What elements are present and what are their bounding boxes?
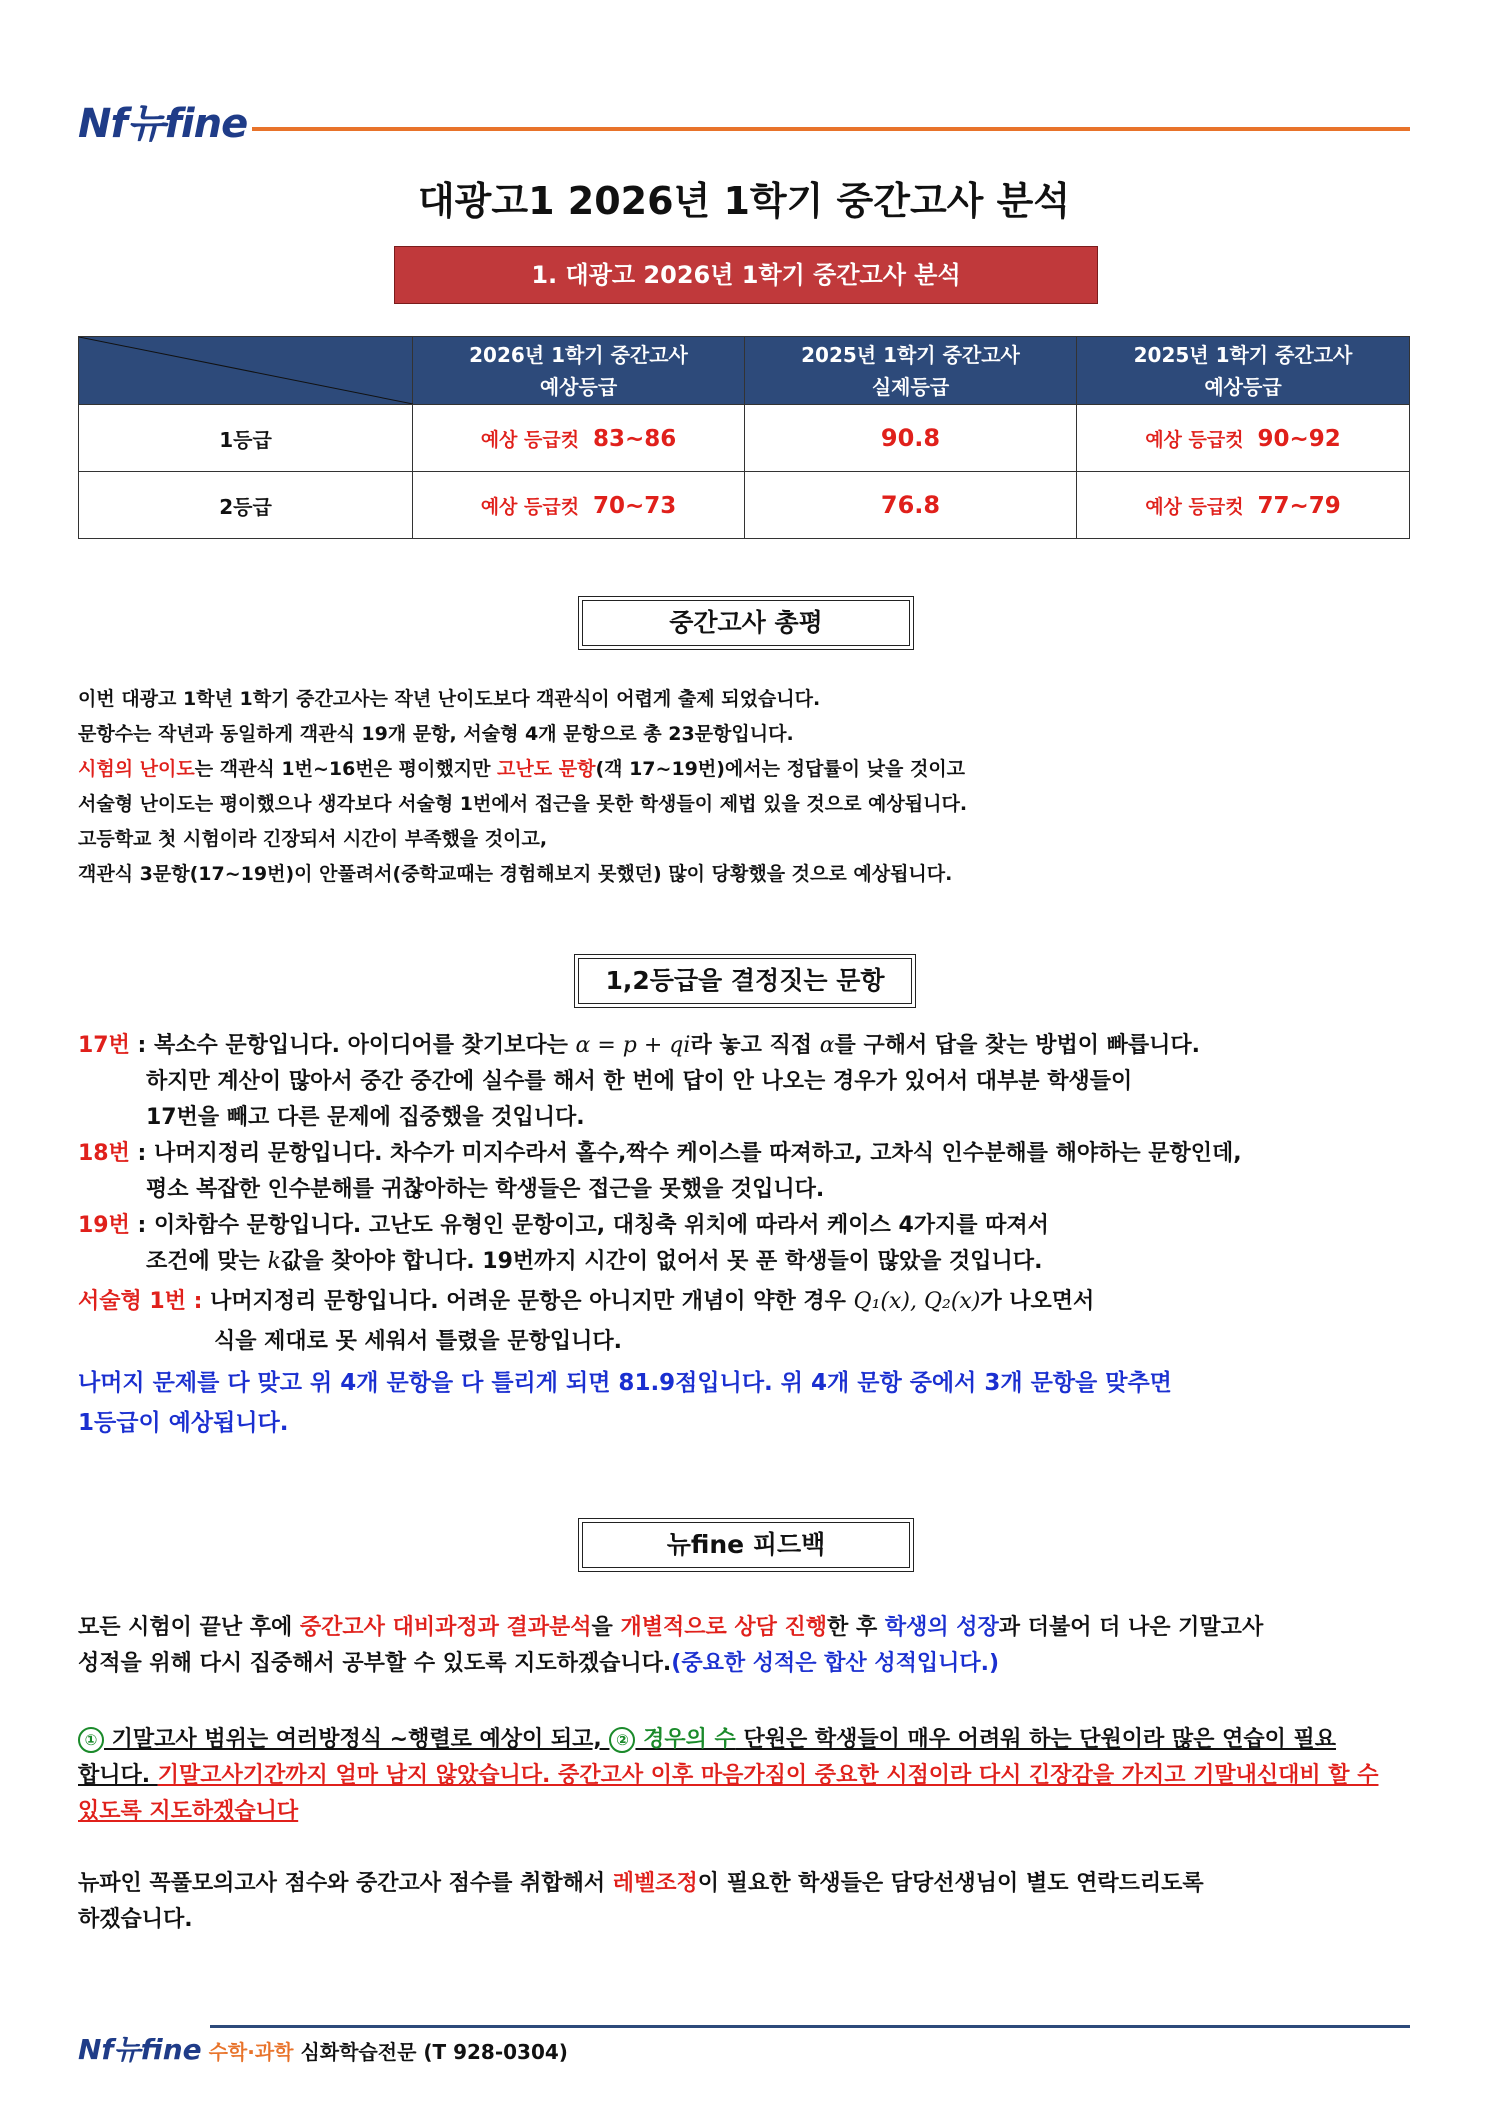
table-row <box>79 472 1410 539</box>
overview-line: 이번 대광고 1학년 1학기 중간고사는 작년 난이도보다 객관식이 어렵게 출제 되었습니다. <box>78 688 821 710</box>
problem-18-detail: 평소 복잡한 인수분해를 귀찮아하는 학생들은 접근을 못했을 것입니다. <box>146 1177 825 1202</box>
feedback-paragraph: 모든 시험이 끝난 후에 중간고사 대비과정과 결과분석을 개별적으로 상담 진행한 후 학생의 성장과 더불어 더 나은 기말고사 <box>78 1615 1264 1640</box>
problem-19: 19번 : 이차함수 문항입니다. 고난도 유형인 문항이고, 대칭축 위치에 따라서 케이스 4가지를 따져서 <box>78 1213 1049 1238</box>
overview-heading: 중간고사 총평 <box>582 600 910 646</box>
overview-line: 고등학교 첫 시험이라 긴장되서 시간이 부족했을 것이고, <box>78 828 548 850</box>
footer <box>78 2028 568 2068</box>
summary-line: 나머지 문제를 다 맞고 위 4개 문항을 다 틀리게 되면 81.9점입니다. 위 4개 문항 중에서 3개 문항을 맞추면 <box>78 1370 1172 1396</box>
footer-subject: 수학·과학 <box>208 2040 294 2064</box>
actual-cut-cell: 76.8 <box>745 472 1077 539</box>
problem-17-detail: 17번을 빼고 다른 문제에 집중했을 것입니다. <box>146 1105 585 1130</box>
column-header: 2025년 1학기 중간고사 예상등급 <box>1077 337 1410 405</box>
deciding-problems-heading: 1,2등급을 결정짓는 문항 <box>578 958 912 1004</box>
overview-line: 시험의 난이도는 객관식 1번~16번은 평이했지만 고난도 문항(객 17~19번)에서는 정답률이 낮을 것이고 <box>78 758 966 780</box>
grade-label: 1등급 <box>79 405 413 472</box>
grade-cut-table <box>78 336 1410 539</box>
actual-cut-cell: 90.8 <box>745 405 1077 472</box>
prev-predicted-cut-cell: 예상 등급컷 90~92 <box>1077 405 1410 472</box>
footer-logo: Nf뉴fine <box>78 2033 202 2066</box>
essay-problem-1: 서술형 1번 : 나머지정리 문항입니다. 어려운 문항은 아니지만 개념이 약한 경우 Q₁(x), Q₂(x)가 나오면서 <box>78 1289 1095 1314</box>
problem-17: 17번 : 복소수 문항입니다. 아이디어를 찾기보다는 α = p + qi라 놓고 직접 α를 구해서 답을 찾는 방법이 빠릅니다. <box>78 1033 1200 1058</box>
feedback-paragraph: 있도록 지도하겠습니다 <box>78 1799 299 1824</box>
page-title: 대광고1 2026년 1학기 중간고사 분석 <box>417 179 1071 223</box>
overview-line: 서술형 난이도는 평이했으나 생각보다 서술형 1번에서 접근을 못한 학생들이 제법 있을 것으로 예상됩니다. <box>78 793 968 815</box>
overview-line: 객관식 3문항(17~19번)이 안풀려서(중학교때는 경험해보지 못했던) 많이 당황했을 것으로 예상됩니다. <box>78 863 953 885</box>
feedback-heading: 뉴fine 피드백 <box>582 1522 910 1568</box>
problem-17-detail: 하지만 계산이 많아서 중간 중간에 실수를 해서 한 번에 답이 안 나오는 경우가 있어서 대부분 학생들이 <box>146 1069 1133 1094</box>
predicted-cut-cell: 예상 등급컷 83~86 <box>413 405 745 472</box>
summary-line: 1등급이 예상됩니다. <box>78 1410 289 1436</box>
predicted-cut-cell: 예상 등급컷 70~73 <box>413 472 745 539</box>
table-corner-cell <box>79 337 413 405</box>
logo-text: 뉴fine <box>126 101 248 147</box>
feedback-paragraph: 합니다. 기말고사기간까지 얼마 남지 않았습니다. 중간고사 이후 마음가짐이 중요한 시점이라 다시 긴장감을 가지고 기말내신대비 할 수 <box>78 1763 1379 1788</box>
logo-mark: Nf <box>78 101 127 147</box>
footer-tagline: 심화학습전문 (T 928-0304) <box>293 2040 568 2064</box>
diagonal-line <box>79 337 413 404</box>
brand-logo <box>78 92 247 149</box>
problem-19-detail: 조건에 맞는 k값을 찾아야 합니다. 19번까지 시간이 없어서 못 푼 학생들이 많았을 것입니다. <box>146 1249 1043 1274</box>
section-banner: 1. 대광고 2026년 1학기 중간고사 분석 <box>394 246 1098 304</box>
grade-label: 2등급 <box>79 472 413 539</box>
feedback-paragraph: 뉴파인 꼭풀모의고사 점수와 중간고사 점수를 취합해서 레벨조정이 필요한 학생들은 담당선생님이 별도 연락드리도록 <box>78 1871 1204 1896</box>
column-header: 2026년 1학기 중간고사 예상등급 <box>413 337 745 405</box>
circled-number: ① <box>78 1727 104 1753</box>
prev-predicted-cut-cell: 예상 등급컷 77~79 <box>1077 472 1410 539</box>
essay-problem-1-detail: 식을 제대로 못 세워서 틀렸을 문항입니다. <box>214 1329 622 1354</box>
feedback-paragraph: 하겠습니다. <box>78 1907 193 1932</box>
header-divider <box>252 127 1410 131</box>
table-header-row <box>79 337 1410 405</box>
column-header: 2025년 1학기 중간고사 실제등급 <box>745 337 1077 405</box>
problem-18: 18번 : 나머지정리 문항입니다. 차수가 미지수라서 홀수,짝수 케이스를 따져하고, 고차식 인수분해를 해야하는 문항인데, <box>78 1141 1242 1166</box>
overview-line: 문항수는 작년과 동일하게 객관식 19개 문항, 서술형 4개 문항으로 총 23문항입니다. <box>78 723 794 745</box>
feedback-paragraph: ① 기말고사 범위는 여러방정식 ~행렬로 예상이 되고, ② 경우의 수 단원은 학생들이 매우 어려워 하는 단원이라 많은 연습이 필요 <box>78 1722 1336 1753</box>
circled-number: ② <box>609 1727 635 1753</box>
table-row <box>79 405 1410 472</box>
feedback-paragraph: 성적을 위해 다시 집중해서 공부할 수 있도록 지도하겠습니다.(중요한 성적은 합산 성적입니다.) <box>78 1651 1000 1676</box>
